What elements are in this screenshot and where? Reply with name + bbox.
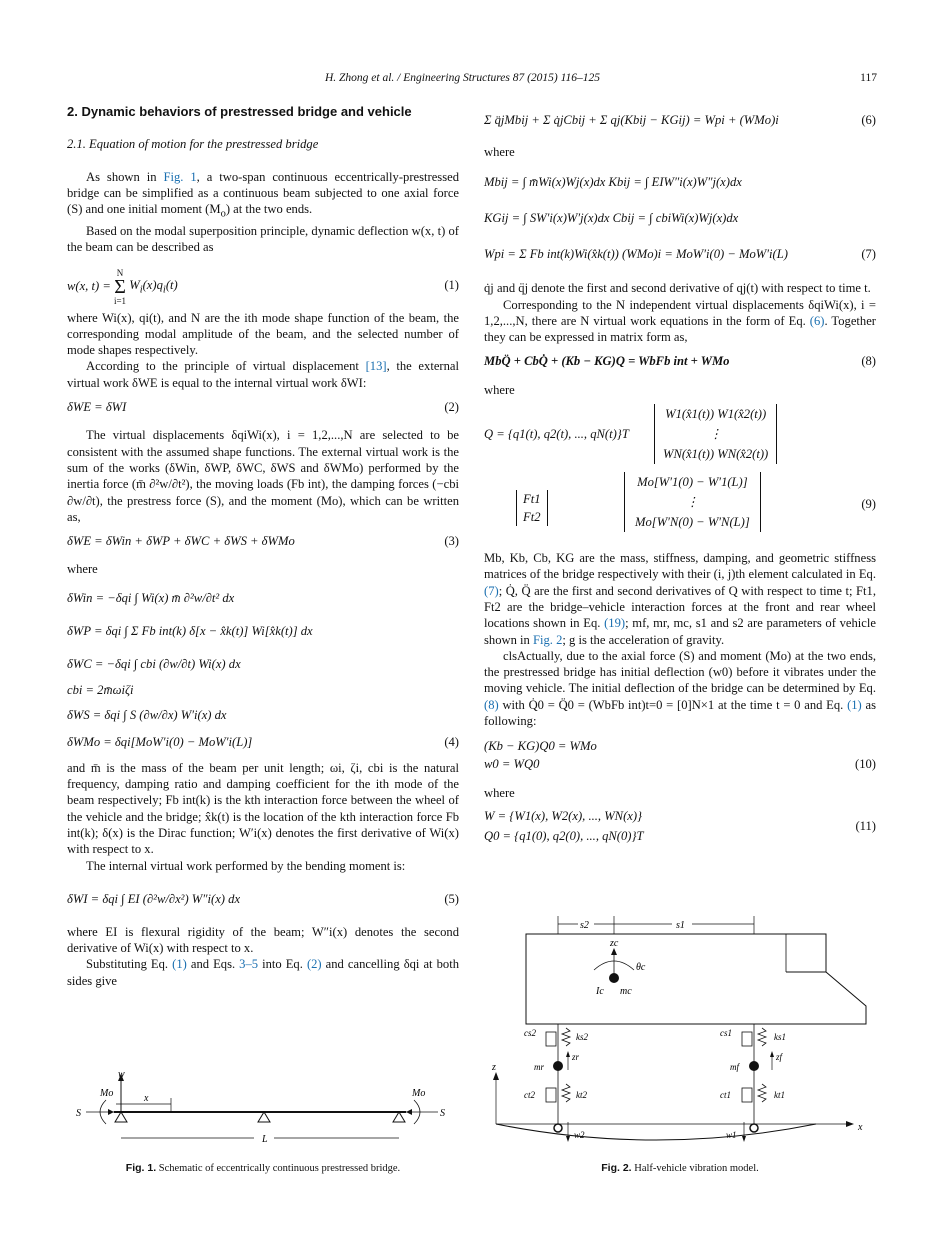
z-axis-label: z [492, 1062, 496, 1073]
theta-label: θc [636, 962, 646, 973]
equation-3: δWE = δWin + δWP + δWC + δWS + δWMo (3) [67, 534, 459, 549]
page-number: 117 [860, 72, 877, 84]
equation-1: w(x, t) = N Σ i=1 $W_i(x)q_i(t)$ (1) [67, 267, 459, 306]
left-column [67, 100, 459, 989]
cs2-label: cs2 [524, 1028, 536, 1038]
zf-label: zf [776, 1052, 783, 1062]
citation-link[interactable]: [13] [365, 359, 387, 374]
paragraph: The virtual displacements δqiWi(x), i = 1,2,...,N are selected to be consistent with the assumed shape functions. The external virtual work is the sum of the works (δWin, δWP, δWC, δWS and δWMo) performed by the inertia force (m̄ ∂²w/∂t²), the moving loads (Fb int), the damping forces (−cbi ∂w/∂t), the prestress force (S), and the moment (Mo), which can be written as, [67, 428, 459, 524]
equation-link[interactable]: (1) [847, 697, 862, 712]
page-header [0, 72, 925, 90]
ct2-label: ct2 [524, 1090, 535, 1100]
mo-left-label: Mo [100, 1088, 114, 1099]
equation-9: Q = {q1(t), q2(t), ..., qN(t)}T W1(x̂1(t)) W1(x̂2(t)) ⋮ WN(x̂1(t)) WN(x̂2(t)) Ft1 Ft2 Mo[W′1(0) − W′1(L)] ⋮ Mo[W′N(0) − W′N(L)] (9) [484, 402, 876, 542]
figure-1-diagram [66, 1068, 458, 1150]
paragraph: clsActually, due to the axial force (S) and moment (Mo) at the two ends, the prestressed bridge has initial deflection (w0) before it vibrates under the moving vehicle. The initial deflection of the bridge can be determined by Eq. (8) with Q̇0 = Q̈0 = (WbFb int)t=0 = [0]N×1 at the time t = 0 and Eq. (1) as following: [484, 648, 876, 729]
equation-6: Σ q̈jMbij + Σ q̇jCbij + Σ qj(Kbij − KGij) = Wpi + (WMo)i (6) [484, 113, 876, 127]
equation-8: MbQ̈ + CbQ̇ + (Kb − KG)Q = WbFb int + WMo (8) [484, 354, 876, 369]
ks2-label: ks2 [576, 1032, 588, 1042]
mo-right-label: Mo [412, 1088, 426, 1099]
paragraph: According to the principle of virtual displacement [13], the external virtual work δWE is equal to the internal virtual work δWI: [67, 359, 459, 390]
where-label: where [484, 382, 515, 397]
cs1-label: cs1 [720, 1028, 732, 1038]
equation-10: (Kb − KG)Q0 = WMo w0 = WQ0 (10) [484, 739, 876, 772]
s2-label: s2 [580, 920, 589, 931]
paragraph: Mb, Kb, Cb, KG are the mass, stiffness, damping, and geometric stiffness matrices of the bridge respectively with their (i, j)th element calculated in Eq. (7); Q̇, Q̈ are the first and second derivatives of Q with respect to time t; Ft1, Ft2 are the bridge–vehicle interaction forces at the front and rear wheel locations shown in Eq. (19); mf, mr, mc, s1 and s2 are parameters of vehicle shown in Fig. 2; g is the acceleration of gravity. [484, 551, 876, 647]
equation-link[interactable]: 3–5 [239, 957, 259, 972]
equation-11: W = {W1(x), W2(x), ..., WN(x)} Q0 = {q1(0), q2(0), ..., qN(0)}T (11) [484, 808, 876, 843]
s-right-label: S [440, 1108, 445, 1119]
zr-label: zr [572, 1052, 580, 1062]
x-axis-label: x [858, 1122, 863, 1133]
paragraph: Substituting Eq. (1) and Eqs. 3–5 into Eq. (2) and cancelling δqi at both sides give [67, 957, 459, 988]
w1-label: w1 [726, 1130, 737, 1140]
equation-link[interactable]: (1) [172, 957, 187, 972]
s-left-label: S [76, 1108, 81, 1119]
subsection-title: 2.1. Equation of motion for the prestressed bridge [67, 137, 319, 152]
equation-7: Mbij = ∫ m̄Wi(x)Wj(x)dx Kbij = ∫ EIW″i(x)W″j(x)dx KGij = ∫ SW′i(x)W′j(x)dx Cbij = ∫ cbiWi(x)Wj(x)dx Wpi = Σ Fb int(k)Wi(x̂k(t)) (WMo)i = MoW′i(0) − MoW′i(L) (7) [484, 175, 876, 262]
paragraph: As shown in Fig. 1, a two-span continuous eccentrically-prestressed bridge can be simplified as a continuous beam subjected to one axial force (S) and one initial moment $(M_o)$ at the two ends. [67, 169, 459, 220]
kt2-label: kt2 [576, 1090, 587, 1100]
figure-link[interactable]: Fig. 1 [163, 169, 197, 184]
mc-label: mc [620, 986, 632, 997]
equation-link[interactable]: (8) [484, 697, 499, 712]
paragraph: where EI is flexural rigidity of the beam; W″i(x) denotes the second derivative of Wi(x) with respect to x. [67, 924, 459, 956]
where-label: where [484, 786, 515, 801]
figure-2-diagram [486, 912, 876, 1156]
equation-5: δWI = δqi ∫ EI (∂²w/∂x²) W″i(x) dx (5) [67, 891, 459, 906]
w2-label: w2 [574, 1130, 585, 1140]
paragraph: The internal virtual work performed by the bending moment is: [86, 858, 406, 873]
mr-label: mr [534, 1062, 545, 1072]
kt1-label: kt1 [774, 1090, 785, 1100]
paragraph: where Wi(x), qi(t), and N are the ith mode shape function of the beam, the corresponding modal amplitude of the beam, and the selected number of mode shapes respectively. [67, 310, 459, 358]
where-label: where [484, 145, 515, 159]
where-label: where [67, 562, 98, 577]
x-label: x [144, 1093, 149, 1104]
ks1-label: ks1 [774, 1032, 786, 1042]
mf-label: mf [730, 1062, 739, 1072]
equation-link[interactable]: (7) [484, 583, 499, 598]
figure-1-caption: Fig. 1. Schematic of eccentrically continuous prestressed bridge. [125, 1162, 401, 1174]
L-label: L [262, 1134, 268, 1145]
right-column [484, 100, 876, 846]
section-title: 2. Dynamic behaviors of prestressed bridge and vehicle [67, 104, 412, 119]
paragraph: and m̄ is the mass of the beam per unit length; ωi, ζi, cbi is the natural frequency, damping ratio and damping coefficient for the ith mode of the beam respectively; Fb int(k) is the kth interaction force between the wheel of the vehicle and the bridge; x̂k(t) is the location of the kth interaction force Fb int(k); δ(x) is the Dirac function; W′i(x) denotes the first derivative of Wi(x) with respect to x. [67, 760, 459, 857]
Wb-matrix: W1(x̂1(t)) W1(x̂2(t)) ⋮ WN(x̂1(t)) WN(x̂2(t)) [654, 404, 777, 464]
paragraph: Corresponding to the N independent virtual displacements δqiWi(x), i = 1,2,...,N, there are N virtual work equations in the form of Eq. (6). Together they can be expressed in matrix form as, [484, 297, 876, 345]
paragraph: q̇j and q̈j denote the first and second derivative of qj(t) with respect to time t. [484, 281, 871, 296]
equation-link[interactable]: (6) [809, 313, 825, 328]
equation-4: δWin = −δqi ∫ Wi(x) m̄ ∂²w/∂t² dx δWP = δqi ∫ Σ Fb int(k) δ[x − x̂k(t)] Wi[x̂k(t)] dx δWC = −δqi ∫ cbi (∂w/∂t) Wi(x) dx cbi = 2m̄ωiζi δWS = δqi ∫ S (∂w/∂x) W′i(x) dx δWMo = δqi[MoW′i(0) − MoW′i(L)] (4) [67, 590, 459, 749]
running-title: H. Zhong et al. / Engineering Structures 87 (2015) 116–125 [324, 72, 601, 84]
WMo-vector: Mo[W′1(0) − W′1(L)] ⋮ Mo[W′N(0) − W′N(L)] [624, 472, 761, 532]
paragraph: Based on the modal superposition principle, dynamic deflection w(x, t) of the beam can be described as [67, 224, 459, 255]
ct1-label: ct1 [720, 1090, 731, 1100]
equation-link[interactable]: (19) [604, 616, 626, 631]
figure-2-caption: Fig. 2. Half-vehicle vibration model. [601, 1162, 759, 1174]
equation-link[interactable]: (2) [306, 957, 322, 972]
equation-2: δWE = δWI (2) [67, 400, 459, 415]
F-vector: Ft1 Ft2 [516, 490, 548, 526]
w-label: w [118, 1069, 125, 1080]
Q-vector: Q = {q1(t), q2(t), ..., qN(t)}T [484, 427, 629, 442]
Ic-label: Ic [596, 986, 604, 997]
figure-link[interactable]: Fig. 2 [532, 632, 563, 647]
zc-label: zc [610, 938, 619, 949]
s1-label: s1 [676, 920, 685, 931]
